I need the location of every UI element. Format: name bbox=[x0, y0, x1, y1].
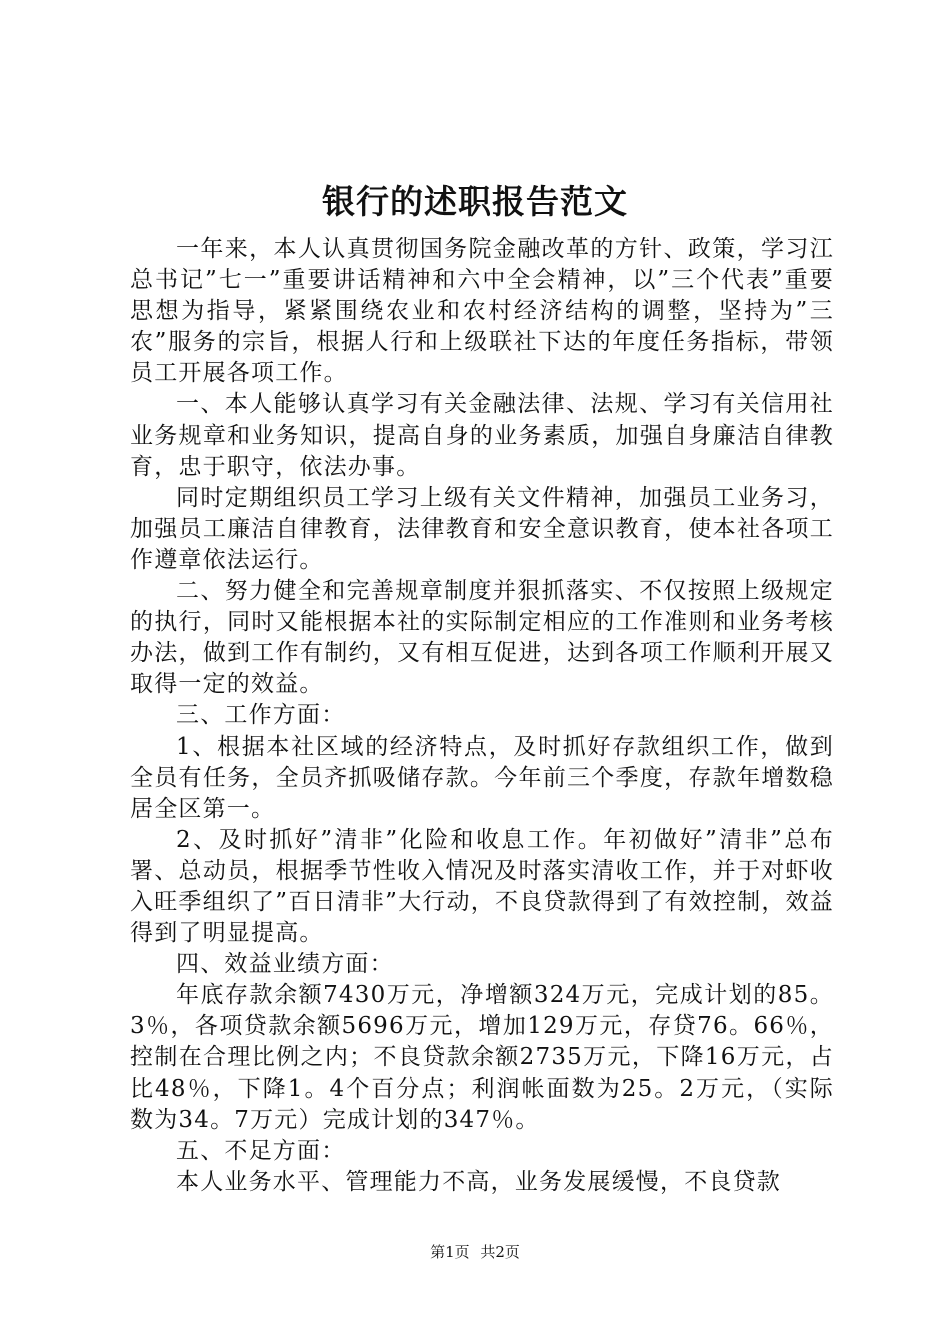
paragraph-section-2: 二、努力健全和完善规章制度并狠抓落实、不仅按照上级规定的执行，同时又能根据本社的实际制定相应的工作准则和业务考核办法，做到工作有制约，又有相互促进，达到各项工作顺利开展又取得一定的效益。 bbox=[130, 578, 834, 698]
paragraph-item-2: 2、及时抓好”清非”化险和收息工作。年初做好”清非”总布署、总动员，根据季节性收入情况及时落实清收工作，并于对虾收入旺季组织了”百日清非”大行动，不良贷款得到了有效控制，效益得到了明显提高。 bbox=[130, 826, 834, 947]
document-title: 银行的述职报告范文 bbox=[322, 182, 628, 221]
paragraph-performance: 年底存款余额7430万元，净增额324万元，完成计划的85。3％，各项贷款余额5696万元，增加129万元，存贷76。66％，控制在合理比例之内；不良贷款余额2735万元，下降16万元，占比48％，下降1。4个百分点；利润帐面数为25。2万元，（实际数为34。7万元）完成计划的347％。 bbox=[130, 982, 834, 1133]
page-number-current: 第1页 bbox=[430, 1243, 470, 1261]
heading-section-4: 四、效益业绩方面： bbox=[176, 951, 394, 978]
paragraph-section-1: 一、本人能够认真学习有关金融法律、法规、学习有关信用社业务规章和业务知识，提高自身的业务素质，加强自身廉洁自律教育，忠于职守，依法办事。 bbox=[130, 391, 834, 480]
paragraph-item-1: 1、根据本社区域的经济特点，及时抓好存款组织工作，做到全员有任务，全员齐抓吸储存款。今年前三个季度，存款年增数稳居全区第一。 bbox=[130, 733, 834, 822]
heading-section-3: 三、工作方面： bbox=[176, 702, 346, 729]
heading-section-5: 五、不足方面： bbox=[176, 1137, 346, 1164]
page-footer bbox=[0, 1242, 950, 1262]
paragraph-shortcomings: 本人业务水平、管理能力不高，业务发展缓慢，不良贷款 bbox=[176, 1168, 781, 1195]
paragraph-section-1-cont: 同时定期组织员工学习上级有关文件精神，加强员工业务习，加强员工廉洁自律教育，法律教育和安全意识教育，使本社各项工作遵章依法运行。 bbox=[130, 484, 834, 573]
document-body bbox=[130, 234, 834, 1198]
paragraph-intro: 一年来，本人认真贯彻国务院金融改革的方针、政策，学习江总书记”七一”重要讲话精神和六中全会精神，以”三个代表”重要思想为指导，紧紧围绕农业和农村经济结构的调整，坚持为”三农”服务的宗旨，根据人行和上级联社下达的年度任务指标，带领员工开展各项工作。 bbox=[130, 236, 834, 387]
page-number-total: 共2页 bbox=[480, 1243, 520, 1261]
